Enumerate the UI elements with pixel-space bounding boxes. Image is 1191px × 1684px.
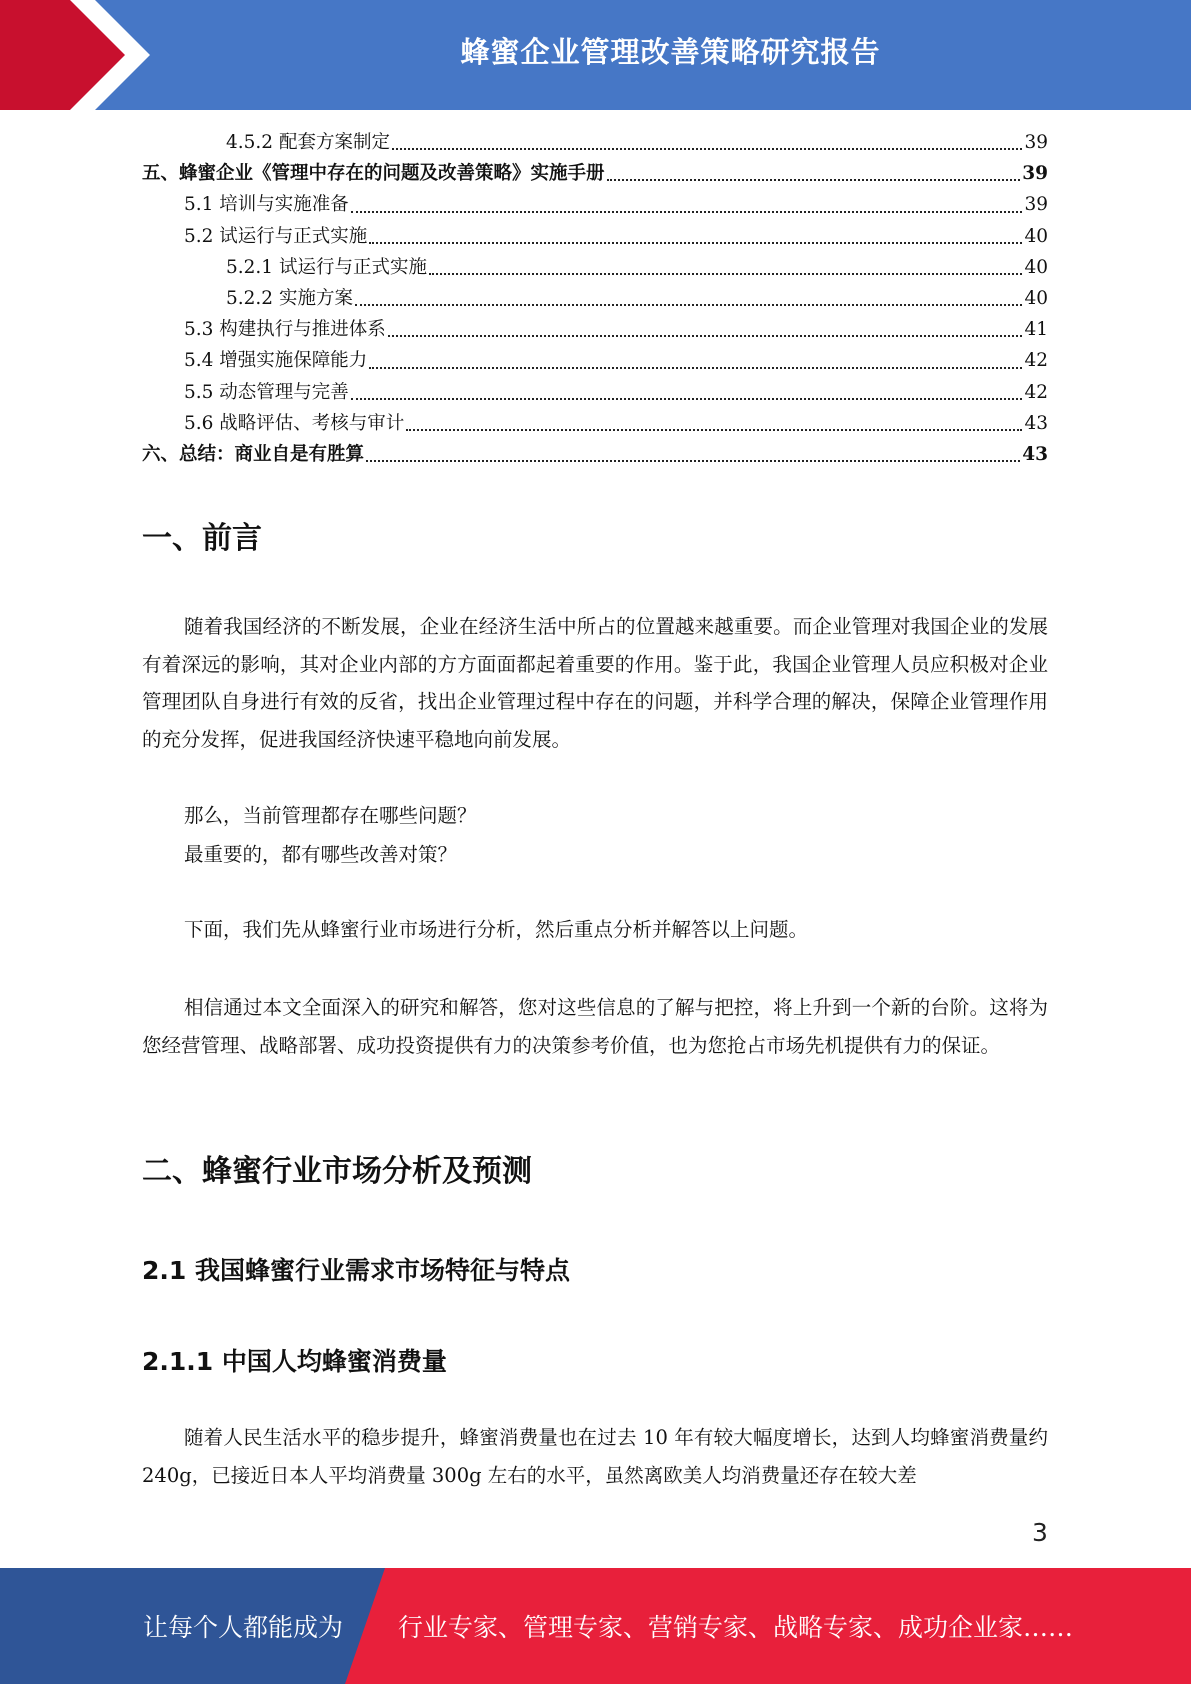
page-number: 3 <box>1032 1518 1048 1547</box>
heading-preface: 一、前言 <box>142 521 262 556</box>
toc-entry-label: 5.2.2 实施方案 <box>226 287 353 309</box>
toc-entry-label: 5.3 构建执行与推进体系 <box>184 319 386 341</box>
paragraph-intro: 随着我国经济的不断发展，企业在经济生活中所占的位置越来越重要。而企业管理对我国企业的发展有着深远的影响，其对企业内部的方方面面都起着重要的作用。鉴于此，我国企业管理人员应积极对企业管理团队自身进行有效的反省，找出企业管理过程中存在的问题，并科学合理的解决，保障企业管理作用的充分发挥，促进我国经济快速平稳地向前发展。 <box>142 615 1048 751</box>
footer-slogan-right: 行业专家、管理专家、营销专家、战略专家、成功企业家…… <box>398 1613 1074 1642</box>
heading-per-capita-consumption: 2.1.1 中国人均蜂蜜消费量 <box>142 1347 447 1376</box>
footer-banner <box>0 1568 1191 1684</box>
paragraph-consumption: 随着人民生活水平的稳步提升，蜂蜜消费量也在过去 10 年有较大幅度增长，达到人均蜂蜜消费量约 240g，已接近日本人平均消费量 300g 左右的水平，虽然离欧美人均消费量还存在较大差 <box>142 1426 1048 1487</box>
toc-leader-dots <box>388 334 1023 337</box>
paragraph-overview: 下面，我们先从蜂蜜行业市场进行分析，然后重点分析并解答以上问题。 <box>184 918 809 941</box>
toc-entry[interactable] <box>142 222 1048 253</box>
toc-entry[interactable] <box>142 128 1048 159</box>
toc-leader-dots <box>607 178 1021 181</box>
toc-entry-label: 5.2 试运行与正式实施 <box>184 225 368 247</box>
toc-entry-page: 40 <box>1024 225 1048 247</box>
toc-entry-label: 4.5.2 配套方案制定 <box>226 132 390 153</box>
toc-leader-dots <box>429 272 1022 275</box>
toc-entry-label: 5.5 动态管理与完善 <box>184 381 349 403</box>
question-problems: 那么，当前管理都存在哪些问题？ <box>184 804 477 827</box>
toc-entry[interactable] <box>142 378 1048 409</box>
toc-entry[interactable] <box>142 346 1048 377</box>
toc-entry[interactable] <box>142 253 1048 284</box>
toc-entry-page: 43 <box>1024 412 1048 434</box>
toc-entry[interactable] <box>142 409 1048 440</box>
toc-entry-page: 39 <box>1024 194 1048 216</box>
toc-entry[interactable] <box>142 159 1048 190</box>
toc-entry-page: 39 <box>1024 132 1048 153</box>
toc-entry-page: 43 <box>1022 443 1048 465</box>
toc-leader-dots <box>351 397 1023 400</box>
toc-leader-dots <box>369 366 1022 369</box>
document-title: 蜂蜜企业管理改善策略研究报告 <box>460 34 881 69</box>
toc-entry-label: 5.4 增强实施保障能力 <box>184 350 368 372</box>
toc-leader-dots <box>392 147 1022 150</box>
toc-entry[interactable] <box>142 315 1048 346</box>
heading-market-analysis: 二、蜂蜜行业市场分析及预测 <box>142 1154 532 1189</box>
toc-entry[interactable] <box>142 190 1048 221</box>
toc-leader-dots <box>406 428 1022 431</box>
toc-entry-label: 5.2.1 试运行与正式实施 <box>226 256 427 278</box>
table-of-contents <box>142 128 1048 471</box>
toc-entry-page: 42 <box>1024 381 1048 403</box>
toc-entry-page: 40 <box>1024 256 1048 278</box>
toc-entry-page: 40 <box>1024 287 1048 309</box>
header-banner <box>0 0 1191 110</box>
toc-entry[interactable] <box>142 440 1048 471</box>
header-arrow-icon <box>0 0 160 110</box>
footer-slogan-left: 让每个人都能成为 <box>143 1613 344 1642</box>
question-solutions: 最重要的，都有哪些改善对策？ <box>184 843 458 866</box>
toc-entry-label: 5.6 战略评估、考核与审计 <box>184 412 405 434</box>
toc-entry[interactable] <box>142 284 1048 315</box>
toc-entry-page: 42 <box>1024 350 1048 372</box>
toc-entry-label: 六、总结：商业自是有胜算 <box>142 443 365 465</box>
heading-demand-features: 2.1 我国蜂蜜行业需求市场特征与特点 <box>142 1256 570 1285</box>
paragraph-value: 相信通过本文全面深入的研究和解答，您对这些信息的了解与把控，将上升到一个新的台阶。这将为您经营管理、战略部署、成功投资提供有力的决策参考价值，也为您抢占市场先机提供有力的保证。 <box>142 996 1048 1057</box>
toc-entry-page: 41 <box>1024 319 1048 341</box>
toc-leader-dots <box>351 210 1023 213</box>
toc-entry-label: 5.1 培训与实施准备 <box>184 194 349 216</box>
toc-leader-dots <box>369 241 1022 244</box>
toc-entry-page: 39 <box>1022 163 1048 185</box>
toc-entry-label: 五、蜂蜜企业《管理中存在的问题及改善策略》实施手册 <box>142 163 605 185</box>
toc-leader-dots <box>355 303 1023 306</box>
toc-leader-dots <box>366 459 1020 462</box>
